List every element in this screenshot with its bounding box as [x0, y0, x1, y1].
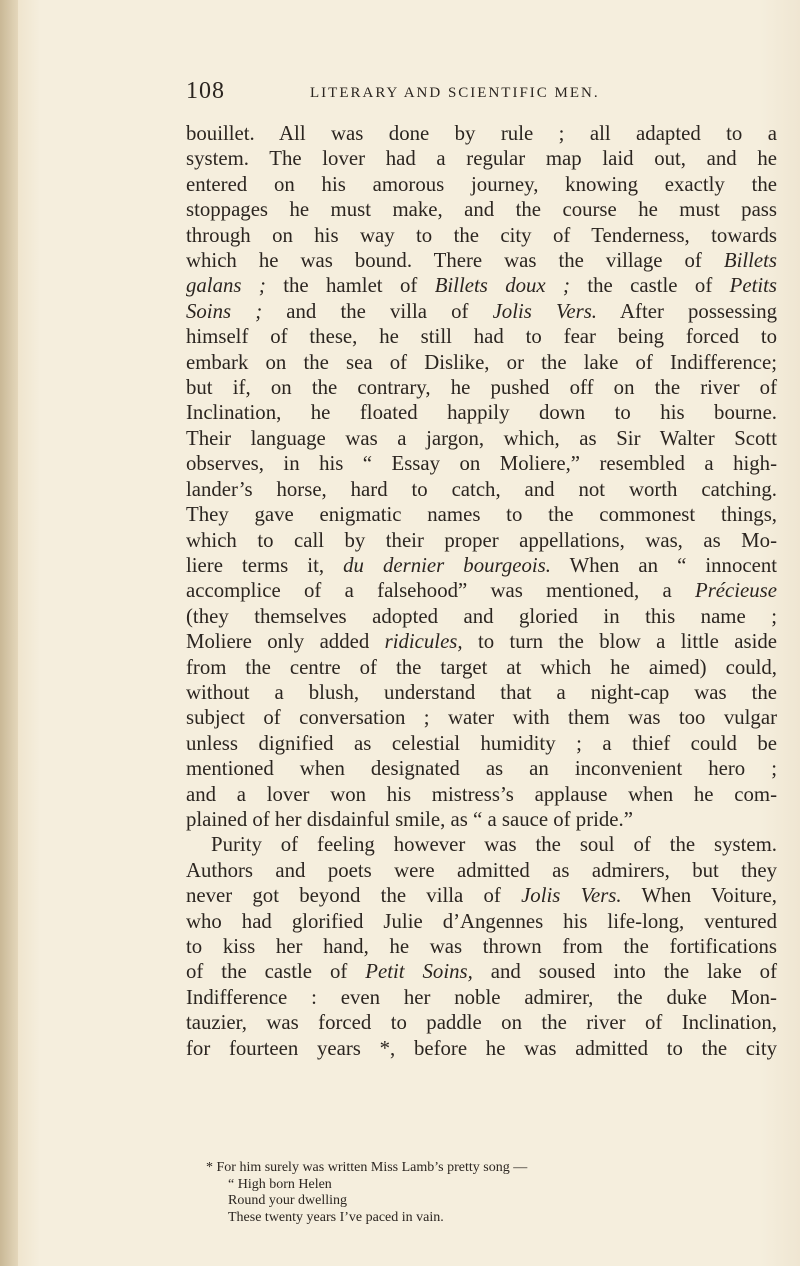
- text-line: who had glorified Julie d’Angennes his life-long, ventured: [186, 909, 777, 933]
- text-line: stoppages he must make, and the course he must pass: [186, 198, 777, 222]
- text-line: himself of these, he still had to fear being forced to: [186, 325, 777, 349]
- body-text: [186, 121, 777, 1061]
- text-line: but if, on the contrary, he pushed off on the river of: [186, 376, 777, 400]
- footnote-verse-line: “ High born Helen: [228, 1176, 332, 1192]
- text-line: without a blush, understand that a night-cap was the: [186, 680, 777, 704]
- text-line: observes, in his “ Essay on Moliere,” resembled a high-: [186, 452, 777, 476]
- text-line: They gave enigmatic names to the commonest things,: [186, 503, 777, 527]
- page-number: 108: [186, 78, 225, 104]
- text-line: Moliere only added ridicules, to turn the blow a little aside: [186, 630, 778, 654]
- text-line: mentioned when designated as an inconvenient hero ;: [186, 757, 777, 781]
- text-line: which he was bound. There was the village of Billets: [186, 249, 777, 273]
- text-line: which to call by their proper appellations, was, as Mo-: [186, 528, 777, 552]
- text-line: system. The lover had a regular map laid out, and he: [186, 147, 777, 171]
- text-line: Indifference : even her noble admirer, the duke Mon-: [186, 985, 777, 1009]
- text-line: accomplice of a falsehood” was mentioned, a Précieuse: [186, 579, 777, 603]
- text-line: (they themselves adopted and gloried in this name ;: [186, 604, 777, 628]
- text-line: for fourteen years *, before he was admitted to the city: [186, 1036, 777, 1060]
- text-line: Their language was a jargon, which, as Sir Walter Scott: [186, 426, 777, 450]
- text-line: lander’s horse, hard to catch, and not worth catching.: [186, 477, 777, 501]
- footnote-intro: * For him surely was written Miss Lamb’s pretty song —: [206, 1160, 528, 1175]
- text-line: from the centre of the target at which he aimed) could,: [186, 655, 777, 679]
- text-line: unless dignified as celestial humidity ; a thief could be: [186, 731, 777, 755]
- page-header: [186, 78, 776, 110]
- text-line: Inclination, he floated happily down to his bourne.: [186, 401, 777, 425]
- text-line: plained of her disdainful smile, as “ a sauce of pride.”: [186, 807, 633, 831]
- running-head: LITERARY AND SCIENTIFIC MEN.: [310, 85, 600, 101]
- text-line: entered on his amorous journey, knowing exactly the: [186, 172, 777, 196]
- text-line: Soins ; and the villa of Jolis Vers. After possessing: [186, 299, 778, 323]
- text-line: subject of conversation ; water with them was too vulgar: [186, 706, 777, 730]
- text-line: Authors and poets were admitted as admirers, but they: [186, 858, 777, 882]
- text-line: of the castle of Petit Soins, and soused into the lake of: [186, 960, 778, 984]
- text-line-paragraph-start: Purity of feeling however was the soul of the system.: [211, 833, 777, 857]
- text-line: to kiss her hand, he was thrown from the fortifications: [186, 935, 777, 958]
- page-binding-edge: [0, 0, 18, 1266]
- text-line: liere terms it, du dernier bourgeois. When an “ innocent: [186, 553, 777, 577]
- footnote-verse-line: These twenty years I’ve paced in vain.: [228, 1209, 444, 1225]
- text-line: and a lover won his mistress’s applause when he com-: [186, 782, 777, 806]
- text-line: never got beyond the villa of Jolis Vers. When Voiture,: [186, 884, 778, 908]
- text-line: through on his way to the city of Tenderness, towards: [186, 223, 777, 247]
- text-line: tauzier, was forced to paddle on the river of Inclination,: [186, 1011, 777, 1035]
- footnote: [206, 1160, 766, 1226]
- footnote-verse-line: Round your dwelling: [228, 1193, 347, 1209]
- text-line: galans ; the hamlet of Billets doux ; the castle of Petits: [186, 274, 778, 298]
- text-line: bouillet. All was done by rule ; all adapted to a: [186, 122, 777, 145]
- text-line: embark on the sea of Dislike, or the lake of Indifference;: [186, 350, 777, 374]
